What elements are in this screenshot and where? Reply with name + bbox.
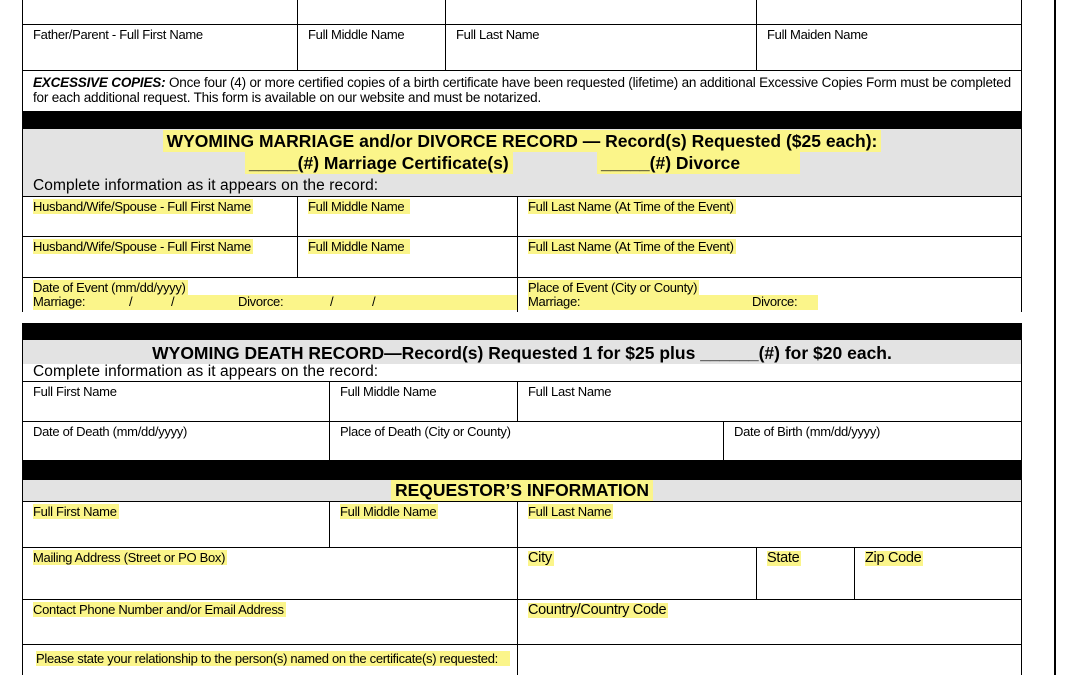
deceased-name-row — [22, 381, 1022, 422]
deceased-last-name-field[interactable] — [518, 382, 1021, 421]
deceased-middle-name-field[interactable] — [330, 382, 518, 421]
relationship-label: Please state your relationship to the person(s) named on the certificate(s) requested: — [36, 651, 510, 666]
father-parent-row — [22, 25, 1022, 71]
deceased-first-name-field[interactable] — [23, 382, 330, 421]
father-last-name-label: Full Last Name — [456, 27, 540, 42]
section-divider-death — [22, 323, 1022, 340]
relationship-row — [22, 645, 1022, 675]
father-last-name-field[interactable] — [446, 25, 757, 70]
place-of-death-label: Place of Death (City or County) — [340, 424, 511, 439]
requestor-last-name-label: Full Last Name — [528, 504, 612, 519]
date-of-event-field[interactable] — [23, 278, 518, 312]
death-section-header — [22, 340, 1022, 364]
death-instruction: Complete information as it appears on the record: — [33, 363, 379, 380]
death-details-row — [22, 422, 1022, 461]
spouse2-last-name-field[interactable] — [518, 237, 1021, 277]
requestor-section-title: REQUESTOR’S INFORMATION — [391, 480, 653, 501]
mailing-address-label: Mailing Address (Street or PO Box) — [33, 550, 226, 565]
partial-cell-1[interactable] — [23, 0, 298, 24]
father-maiden-name-label: Full Maiden Name — [767, 27, 868, 42]
date-of-death-label: Date of Death (mm/dd/yyyy) — [33, 424, 188, 439]
death-section-title: WYOMING DEATH RECORD—Record(s) Requested 1 for $25 plus ______(#) for $20 each. — [152, 343, 892, 363]
requestor-name-row — [22, 502, 1022, 548]
top-partial-row — [22, 0, 1022, 25]
zip-code-label: Zip Code — [865, 550, 922, 566]
date-of-death-field[interactable] — [23, 422, 330, 460]
spouse2-first-name-label: Husband/Wife/Spouse - Full First Name — [33, 239, 251, 254]
section-divider-requestor — [22, 461, 1022, 480]
city-field[interactable] — [518, 548, 757, 599]
place-divorce-label: Divorce: — [752, 294, 798, 309]
partial-cell-2[interactable] — [298, 0, 446, 24]
spouse2-last-name-label: Full Last Name (At Time of the Event) — [528, 239, 734, 254]
date-marriage-slash-2: / — [171, 294, 175, 309]
father-maiden-name-field[interactable] — [757, 25, 1021, 70]
requestor-first-name-field[interactable] — [23, 502, 330, 547]
requestor-middle-name-field[interactable] — [330, 502, 518, 547]
requestor-last-name-field[interactable] — [518, 502, 1021, 547]
father-first-name-field[interactable] — [23, 25, 298, 70]
place-of-event-label: Place of Event (City or County) — [528, 280, 698, 295]
marriage-instruction: Complete information as it appears on the record: — [33, 177, 379, 194]
event-row — [22, 278, 1022, 312]
country-label: Country/Country Code — [528, 602, 667, 618]
place-of-event-field[interactable] — [518, 278, 1021, 312]
place-of-event-values — [528, 295, 818, 310]
zip-code-field[interactable] — [855, 548, 1021, 599]
death-instruction-row — [22, 364, 1022, 381]
date-marriage-label: Marriage: — [33, 294, 86, 309]
requestor-first-name-label: Full First Name — [33, 504, 117, 519]
country-field[interactable] — [518, 600, 1021, 644]
mailing-address-field[interactable] — [23, 548, 518, 599]
date-marriage-slash-1: / — [129, 294, 133, 309]
requestor-middle-name-label: Full Middle Name — [340, 504, 437, 519]
spouse2-middle-name-label: Full Middle Name — [308, 239, 410, 254]
deceased-first-name-label: Full First Name — [33, 384, 117, 399]
state-field[interactable] — [757, 548, 855, 599]
excessive-copies-heading: EXCESSIVE COPIES: — [33, 75, 166, 90]
spouse2-row — [22, 237, 1022, 278]
date-divorce-slash-1: / — [330, 294, 334, 309]
contact-field[interactable] — [23, 600, 518, 644]
state-label: State — [767, 550, 800, 566]
spouse1-middle-name-label: Full Middle Name — [308, 199, 410, 214]
date-divorce-label: Divorce: — [238, 294, 284, 309]
marriage-instruction-row — [22, 177, 1022, 196]
spouse2-middle-name-field[interactable] — [298, 237, 518, 277]
divorce-count-option: _____(#) Divorce — [597, 152, 800, 174]
marriage-section-header — [22, 129, 1022, 177]
spouse1-last-name-field[interactable] — [518, 197, 1021, 236]
spouse1-row — [22, 196, 1022, 237]
place-marriage-label: Marriage: — [528, 294, 581, 309]
marriage-section-title: WYOMING MARRIAGE and/or DIVORCE RECORD — Record(s) Requested ($25 each): — [163, 130, 882, 152]
partial-cell-3[interactable] — [446, 0, 757, 24]
contact-label: Contact Phone Number and/or Email Address — [33, 602, 284, 617]
date-of-event-label: Date of Event (mm/dd/yyyy) — [33, 280, 186, 295]
section-divider-marriage — [22, 111, 1022, 129]
spouse1-first-name-field[interactable] — [23, 197, 298, 236]
spouse1-last-name-label: Full Last Name (At Time of the Event) — [528, 199, 734, 214]
date-of-birth-field[interactable] — [724, 422, 1021, 460]
deceased-last-name-label: Full Last Name — [528, 384, 612, 399]
spouse1-first-name-label: Husband/Wife/Spouse - Full First Name — [33, 199, 251, 214]
date-divorce-slash-2: / — [372, 294, 376, 309]
marriage-count-option: _____(#) Marriage Certificate(s) — [245, 152, 513, 174]
requestor-contact-row — [22, 600, 1022, 645]
father-first-name-label: Father/Parent - Full First Name — [33, 27, 203, 42]
excessive-copies-text: Once four (4) or more certified copies of a birth certificate have been requested (lifetime) an additional Excessive Copies Form must be completed for each additional request. This form is available on our website and must be notarized. — [33, 75, 1011, 105]
date-of-birth-label: Date of Birth (mm/dd/yyyy) — [734, 424, 881, 439]
date-of-event-values — [33, 295, 517, 310]
excessive-copies-notice — [22, 71, 1022, 111]
requestor-section-header — [22, 480, 1022, 502]
place-of-death-field[interactable] — [330, 422, 724, 460]
section-gap — [22, 312, 1022, 323]
father-middle-name-label: Full Middle Name — [308, 27, 405, 42]
relationship-field[interactable] — [23, 645, 518, 675]
father-middle-name-field[interactable] — [298, 25, 446, 70]
partial-cell-4[interactable] — [757, 0, 1021, 24]
city-label: City — [528, 550, 552, 566]
relationship-answer-field[interactable] — [518, 645, 1021, 675]
spouse1-middle-name-field[interactable] — [298, 197, 518, 236]
application-form — [22, 0, 1022, 675]
requestor-address-row — [22, 548, 1022, 600]
spouse2-first-name-field[interactable] — [23, 237, 298, 277]
deceased-middle-name-label: Full Middle Name — [340, 384, 437, 399]
page-right-border — [1054, 0, 1056, 675]
